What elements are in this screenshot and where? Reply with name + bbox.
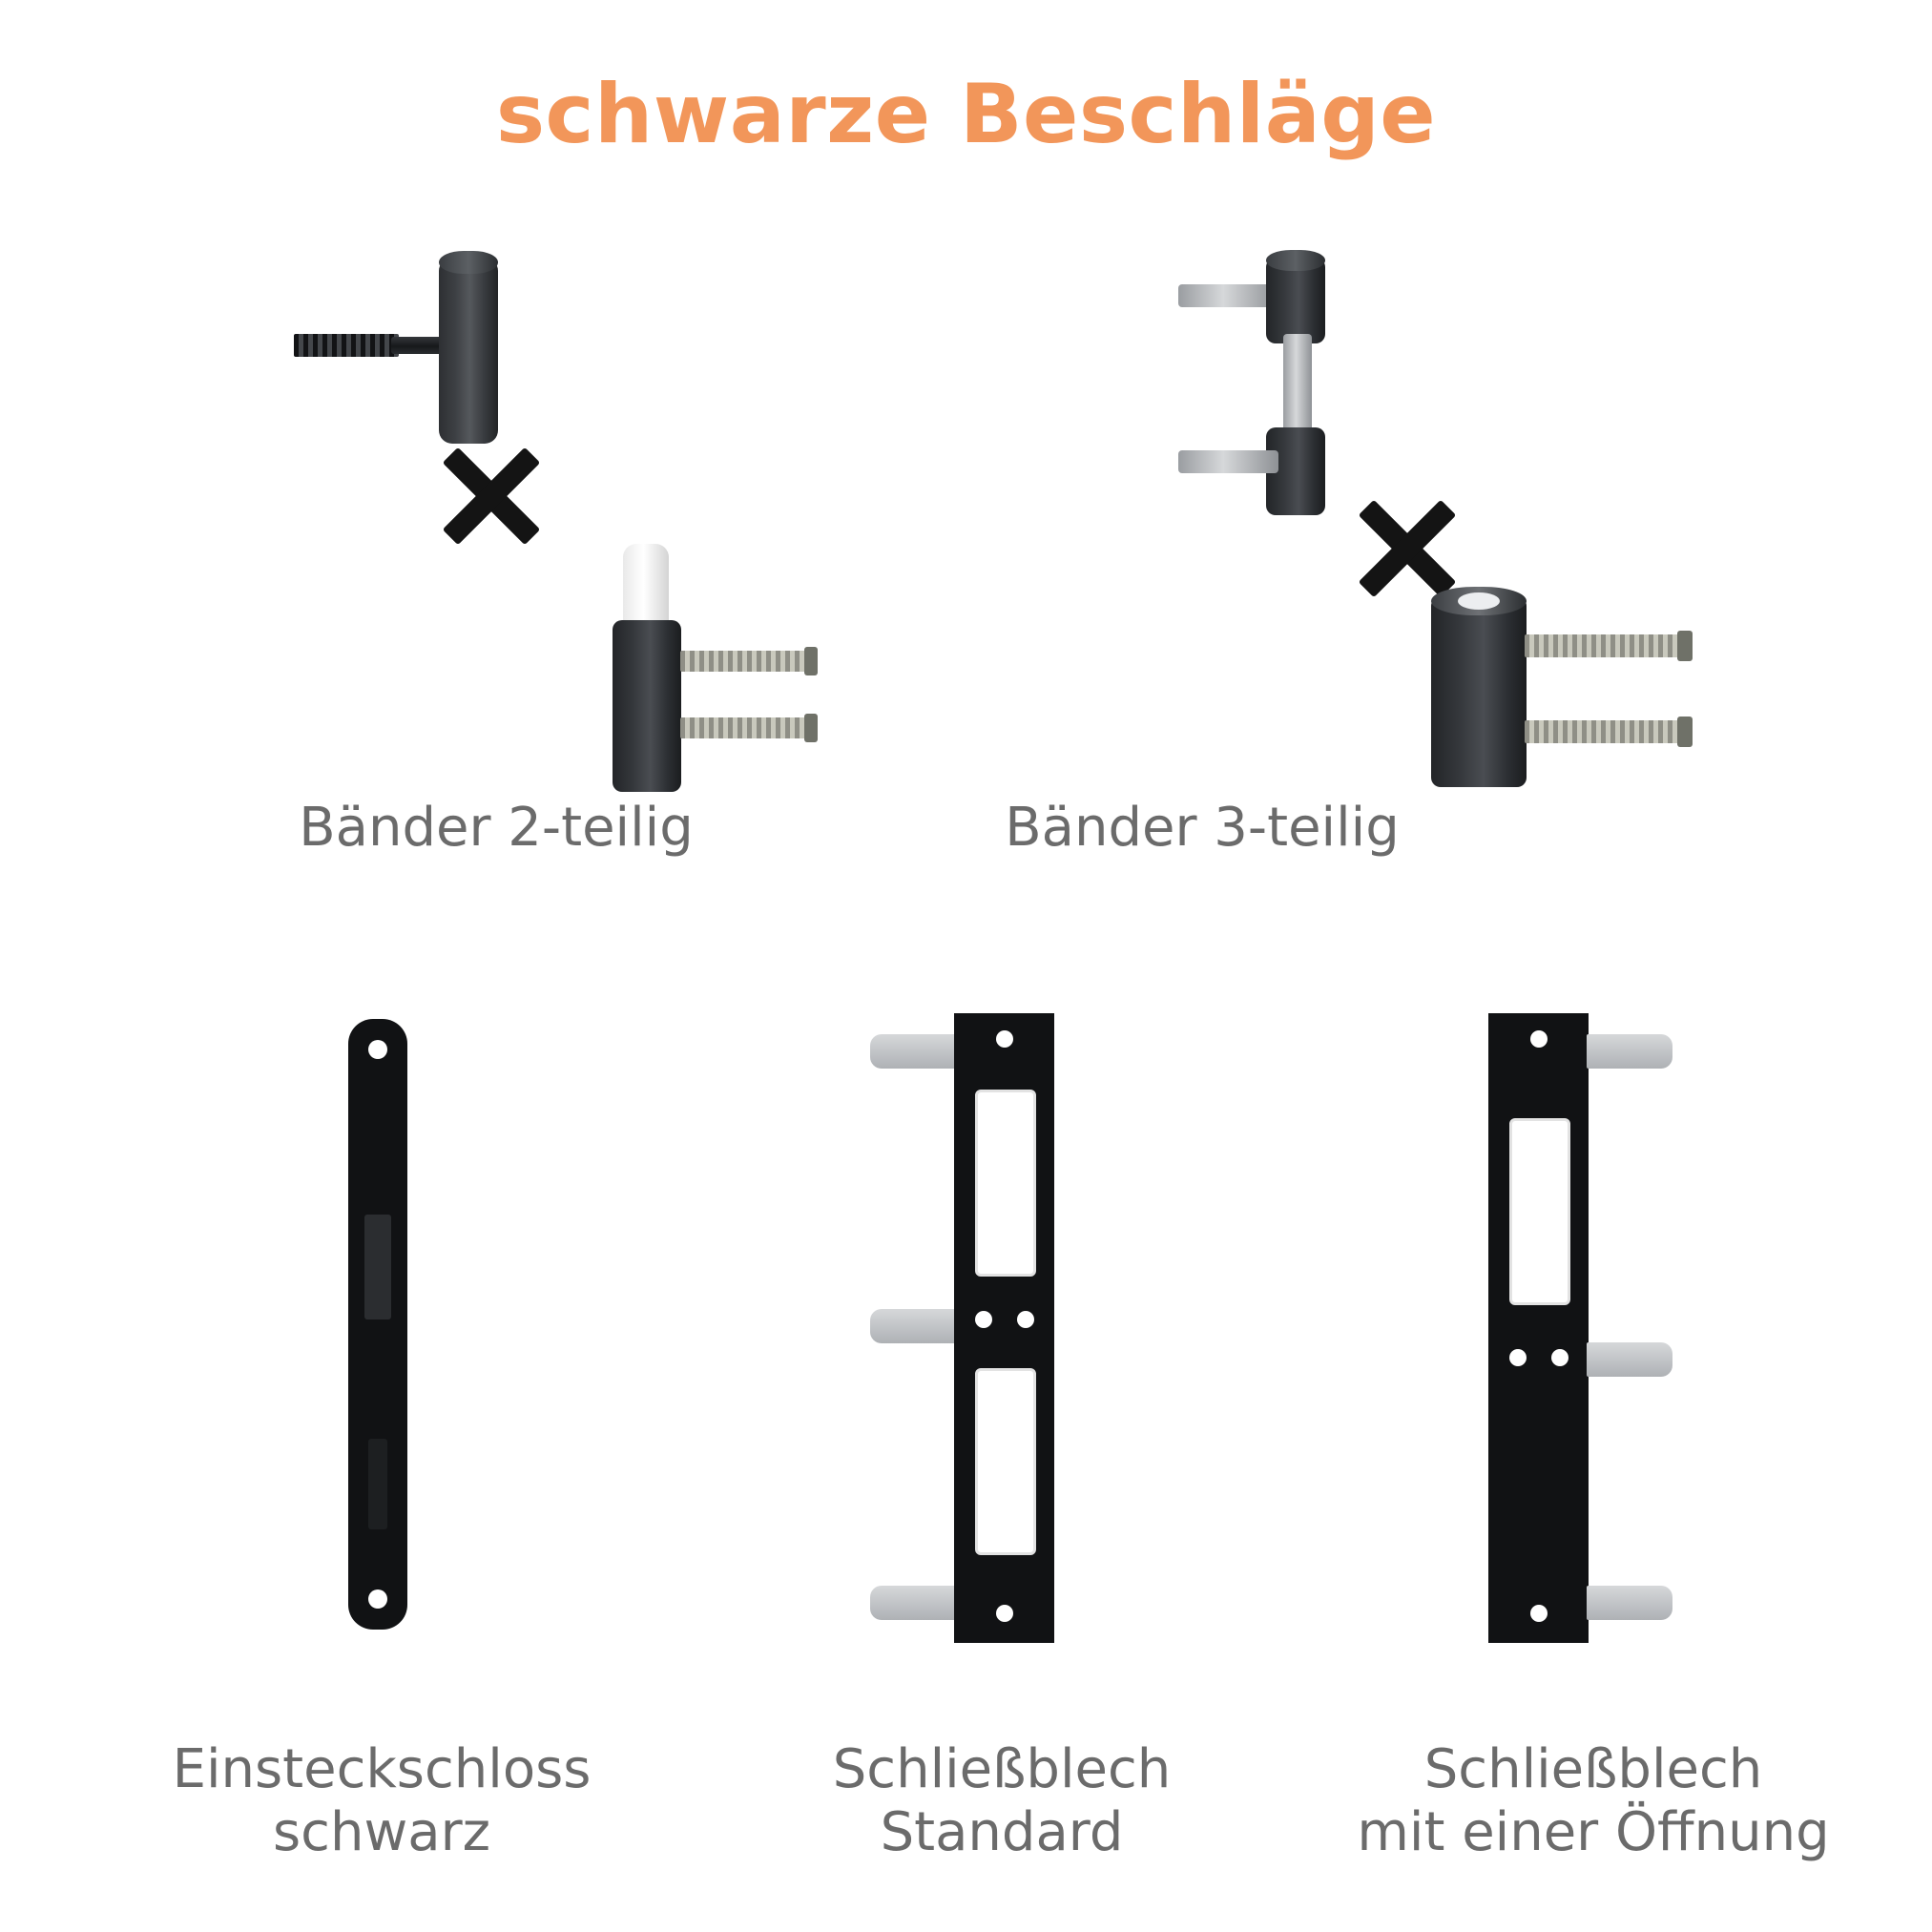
caption-schliessblech-standard-line2: Standard (880, 1801, 1124, 1864)
hinge-three-part-icon (1159, 239, 1484, 525)
caption-einsteckschloss-line2: schwarz (273, 1801, 490, 1864)
caption-baender-3-teilig: Bänder 3-teilig (1005, 797, 1400, 859)
strike-plate-standard-icon (859, 1013, 1183, 1643)
caption-einsteckschloss (86, 1738, 677, 1864)
hinge-two-part-icon (267, 243, 592, 463)
page-title: schwarze Beschläge (495, 67, 1437, 162)
caption-schliessblech-oeffnung-line2: mit einer Öffnung (1357, 1801, 1830, 1864)
plus-sign-1 (434, 439, 549, 553)
strike-plate-one-opening-icon (1469, 1013, 1794, 1643)
caption-baender-2-teilig: Bänder 2-teilig (299, 797, 694, 859)
caption-schliessblech-oeffnung-line1: Schließblech (1423, 1738, 1763, 1800)
hinge-three-part-frame-icon (1431, 577, 1736, 797)
caption-schliessblech-standard (696, 1738, 1307, 1864)
caption-einsteckschloss-line1: Einsteckschloss (172, 1738, 592, 1800)
caption-schliessblech-standard-line1: Schließblech (832, 1738, 1172, 1800)
hinge-two-part-frame-icon (587, 544, 854, 763)
caption-schliessblech-oeffnung (1269, 1738, 1918, 1864)
mortise-lock-icon (348, 1019, 407, 1630)
